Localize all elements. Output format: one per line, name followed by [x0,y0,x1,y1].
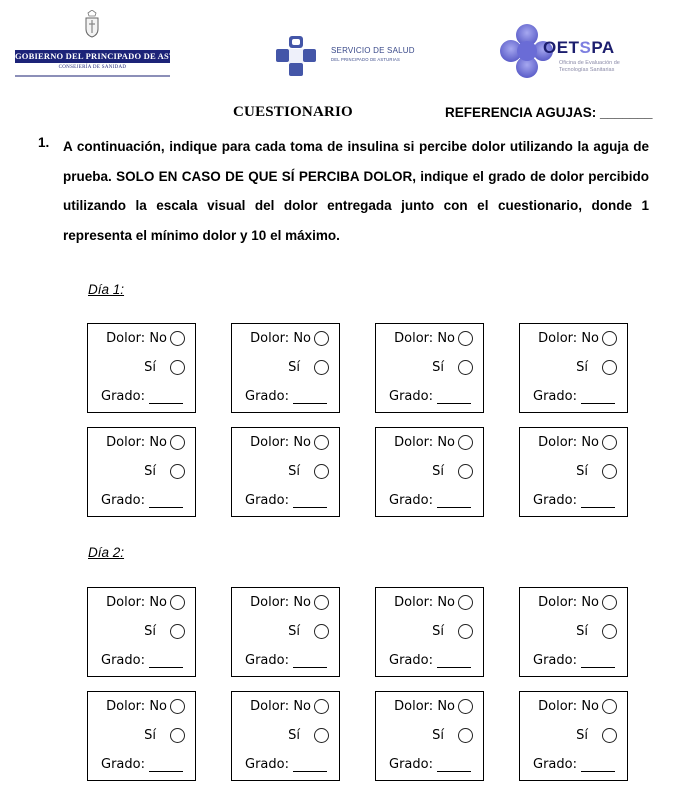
grado-input[interactable] [437,494,471,508]
dolor-no-label: Dolor: No [106,595,167,610]
pain-box [375,691,484,781]
pain-box [87,323,196,413]
grado-row [533,757,615,772]
si-label: Sí [576,464,588,479]
logo-oetspa [500,24,640,79]
si-label: Sí [288,464,300,479]
grado-input[interactable] [581,654,615,668]
si-row [288,360,329,375]
dolor-no-row [394,699,473,714]
dolor-no-label: Dolor: No [250,331,311,346]
grado-input[interactable] [581,390,615,404]
dolor-no-label: Dolor: No [250,595,311,610]
si-row [576,728,617,743]
si-radio[interactable] [314,624,329,639]
no-radio[interactable] [458,595,473,610]
dolor-no-label: Dolor: No [106,435,167,450]
grado-input[interactable] [149,390,183,404]
question-number: 1. [38,135,50,150]
grado-label: Grado: [389,757,433,772]
dolor-no-row [394,435,473,450]
reference-field[interactable]: REFERENCIA AGUJAS: _______ [445,105,653,120]
dolor-no-label: Dolor: No [394,435,455,450]
no-radio[interactable] [170,699,185,714]
grado-label: Grado: [245,653,289,668]
si-label: Sí [576,360,588,375]
logo-oetspa-et: ET [556,38,580,57]
si-radio[interactable] [170,464,185,479]
pain-box [519,587,628,677]
logo-gobierno-name: GOBIERNO DEL PRINCIPADO DE ASTURIAS [15,51,203,61]
grado-input[interactable] [581,758,615,772]
logo-sespa-line2: DEL PRINCIPADO DE ASTURIAS [331,57,400,62]
grado-label: Grado: [533,757,577,772]
si-radio[interactable] [458,728,473,743]
grado-label: Grado: [533,389,577,404]
pain-box [231,427,340,517]
pain-box [375,323,484,413]
grado-label: Grado: [101,653,145,668]
grado-label: Grado: [101,493,145,508]
pain-box [231,323,340,413]
no-radio[interactable] [458,699,473,714]
grado-label: Grado: [533,493,577,508]
grado-label: Grado: [101,757,145,772]
dolor-no-row [106,331,185,346]
si-label: Sí [432,728,444,743]
si-label: Sí [432,624,444,639]
si-row [144,360,185,375]
grado-input[interactable] [293,654,327,668]
grado-row [533,653,615,668]
pain-box [231,587,340,677]
logo-sespa-line1: SERVICIO DE SALUD [331,46,415,55]
pain-box [375,427,484,517]
grado-input[interactable] [149,654,183,668]
dolor-no-row [538,331,617,346]
si-label: Sí [144,624,156,639]
grado-row [245,757,327,772]
grado-input[interactable] [437,758,471,772]
pain-box [87,691,196,781]
si-row [432,360,473,375]
grado-row [101,653,183,668]
si-row [288,624,329,639]
si-label: Sí [288,624,300,639]
logo-oetspa-name [543,38,615,58]
no-radio[interactable] [170,331,185,346]
dolor-no-row [250,331,329,346]
pain-box [519,323,628,413]
grado-row [245,653,327,668]
si-label: Sí [576,624,588,639]
question-text: A continuación, indique para cada toma de insulina si percibe dolor utilizando la aguja de prueba. SOLO EN CASO DE QUE SÍ PERCIBA DOLOR, indique el grado de dolor percibido utilizando la escala visual del dolor entregada junto con el cuestionario, donde 1 representa el mínimo dolor y 10 el máximo. [63,139,649,243]
si-row [144,624,185,639]
pain-box [519,427,628,517]
si-label: Sí [432,464,444,479]
grado-row [533,493,615,508]
grado-row [101,389,183,404]
grado-label: Grado: [101,389,145,404]
no-radio[interactable] [602,331,617,346]
dolor-no-label: Dolor: No [538,595,599,610]
si-row [288,464,329,479]
logo-gobierno-asturias [14,8,203,74]
grado-row [101,757,183,772]
logo-servicio-salud [275,35,425,77]
grado-row [389,757,471,772]
grado-label: Grado: [245,757,289,772]
si-label: Sí [432,360,444,375]
no-radio[interactable] [314,699,329,714]
si-label: Sí [288,360,300,375]
dolor-no-label: Dolor: No [106,331,167,346]
logo-divider [15,75,170,77]
logo-oetspa-pa: PA [591,38,615,57]
grado-label: Grado: [533,653,577,668]
no-radio[interactable] [602,699,617,714]
no-radio[interactable] [602,595,617,610]
logo-oetspa-o: O [543,38,557,57]
si-radio[interactable] [170,728,185,743]
si-label: Sí [576,728,588,743]
si-radio[interactable] [458,360,473,375]
pain-box [519,691,628,781]
si-row [576,624,617,639]
dolor-no-row [538,595,617,610]
dolor-no-row [106,699,185,714]
dolor-no-row [250,699,329,714]
dolor-no-row [538,699,617,714]
grado-input[interactable] [293,494,327,508]
no-radio[interactable] [458,331,473,346]
health-cross-icon [275,35,317,77]
day-2-label: Día 2: [88,545,125,560]
pain-box [87,427,196,517]
grado-row [389,493,471,508]
logo-oetspa-desc2: Tecnologías Sanitarias [559,67,615,73]
no-radio[interactable] [314,595,329,610]
si-row [288,728,329,743]
grado-input[interactable] [293,758,327,772]
si-radio[interactable] [314,360,329,375]
dolor-no-row [538,435,617,450]
si-row [576,464,617,479]
si-label: Sí [144,360,156,375]
dolor-no-label: Dolor: No [538,699,599,714]
dolor-no-row [394,595,473,610]
si-radio[interactable] [602,464,617,479]
dolor-no-label: Dolor: No [394,331,455,346]
grado-input[interactable] [581,494,615,508]
grado-input[interactable] [149,758,183,772]
pain-box [87,587,196,677]
dolor-no-row [250,595,329,610]
grado-label: Grado: [389,389,433,404]
grado-label: Grado: [245,493,289,508]
si-radio[interactable] [602,728,617,743]
si-row [432,728,473,743]
logo-oetspa-desc1: Oficina de Evaluación de [559,60,620,66]
si-radio[interactable] [170,624,185,639]
dolor-no-label: Dolor: No [250,435,311,450]
dolor-no-row [106,435,185,450]
si-radio[interactable] [602,360,617,375]
si-row [576,360,617,375]
no-radio[interactable] [314,331,329,346]
dolor-no-label: Dolor: No [394,595,455,610]
si-radio[interactable] [314,464,329,479]
logo-gobierno-department: CONSEJERÍA DE SANIDAD [58,65,127,70]
dolor-no-label: Dolor: No [106,699,167,714]
grado-row [389,389,471,404]
no-radio[interactable] [602,435,617,450]
si-row [144,728,185,743]
grado-input[interactable] [437,390,471,404]
no-radio[interactable] [170,595,185,610]
grado-input[interactable] [293,390,327,404]
logo-oetspa-s: S [579,38,592,57]
si-label: Sí [144,464,156,479]
pain-box [375,587,484,677]
si-radio[interactable] [170,360,185,375]
grado-label: Grado: [245,389,289,404]
si-row [432,624,473,639]
dolor-no-label: Dolor: No [538,331,599,346]
coat-of-arms-icon [83,10,101,38]
si-radio[interactable] [602,624,617,639]
si-label: Sí [144,728,156,743]
pain-box [231,691,340,781]
si-radio[interactable] [314,728,329,743]
no-radio[interactable] [170,435,185,450]
dolor-no-label: Dolor: No [538,435,599,450]
dolor-no-row [106,595,185,610]
grado-row [101,493,183,508]
no-radio[interactable] [458,435,473,450]
grado-input[interactable] [437,654,471,668]
page-title: CUESTIONARIO [233,104,353,120]
dolor-no-label: Dolor: No [250,699,311,714]
grado-row [245,493,327,508]
grado-label: Grado: [389,493,433,508]
grado-label: Grado: [389,653,433,668]
no-radio[interactable] [314,435,329,450]
grado-row [389,653,471,668]
si-radio[interactable] [458,624,473,639]
si-row [432,464,473,479]
dolor-no-label: Dolor: No [394,699,455,714]
si-row [144,464,185,479]
si-radio[interactable] [458,464,473,479]
dolor-no-row [394,331,473,346]
si-label: Sí [288,728,300,743]
grado-row [533,389,615,404]
grado-input[interactable] [149,494,183,508]
dolor-no-row [250,435,329,450]
day-1-label: Día 1: [88,282,125,297]
grado-row [245,389,327,404]
